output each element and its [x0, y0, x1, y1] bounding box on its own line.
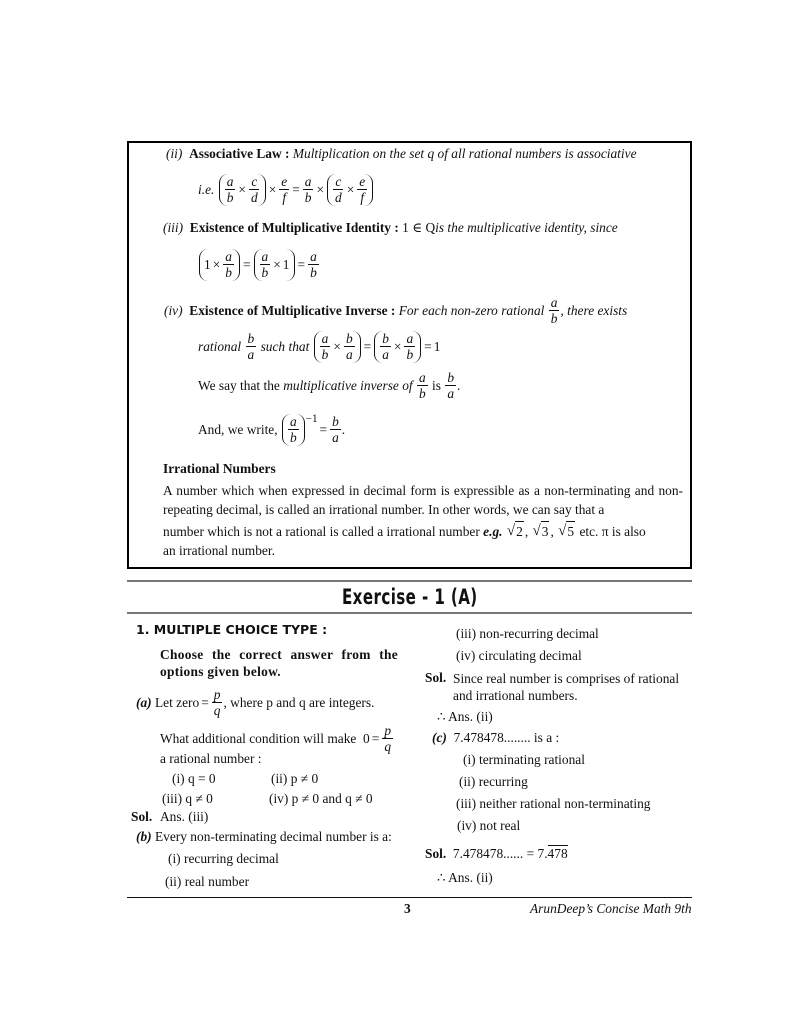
qb-option-3: (iii) non-recurring decimal — [456, 626, 599, 641]
question-a-2: What additional condition will make 0 = $\frac{p}{q}$ — [160, 723, 392, 755]
section-heading: 1. MULTIPLE CHOICE TYPE : — [136, 622, 328, 637]
is-word: is — [432, 377, 441, 393]
irrational-para-3: an irrational number. — [163, 543, 275, 558]
assoc-title: Associative Law : — [189, 146, 290, 161]
write-text: And, we write, — [198, 421, 278, 437]
qb-sol-label: Sol. — [425, 670, 447, 685]
qc-sol-text: 7.478478...... — [452, 845, 524, 861]
qa-text-post: , where p and q are integers. — [223, 694, 375, 710]
assoc-equation: i.e. $\frac{a}{b}$ × $\frac{c}{d}$ × $\frac{e}{f}$ = $\frac{a}{b}$ × $\frac{c}{d}$ × $\frac{e}{f}$ — [198, 174, 374, 206]
identity-title: Existence of Multiplicative Identity : — [189, 220, 399, 235]
qc-option-4: (iv) not real — [457, 818, 521, 833]
identity-text-pre: 1 ∈ Q — [402, 220, 436, 235]
qa-option-2: (ii) p ≠ 0 — [271, 771, 319, 786]
item-number: (ii) — [166, 146, 183, 161]
qa-option-4: (iv) p ≠ 0 and q ≠ 0 — [269, 791, 373, 806]
inverse-text: For each non-zero rational — [398, 302, 545, 318]
qc-option-3: (iii) neither rational non-terminating — [456, 796, 651, 811]
qa-option-3: (iii) q ≠ 0 — [162, 791, 213, 806]
page-number: 3 — [404, 901, 411, 916]
qb-option-4: (iv) circulating decimal — [456, 648, 582, 663]
inverse-text-after: , there exists — [560, 302, 628, 318]
question-b — [136, 829, 392, 845]
irrational-para-1: A number which when expressed in decimal form is expressible as a non-terminating and non-repeating decimal, is called an irrational number. In other words, we can say that a — [163, 483, 683, 517]
para2-text: number which is not a rational is called a irrational number — [163, 523, 480, 539]
inverse-statement: We say that the multiplicative inverse of $\frac{a}{b}$ is $\frac{b}{a}$ . — [198, 370, 461, 402]
inverse-notation: And, we write, $\frac{a}{b}$ $^{-1}$ = $\frac{b}{a}$ . — [198, 412, 346, 446]
exercise-title-bar — [127, 580, 692, 614]
book-title: ArunDeep’s Concise Math 9th — [530, 901, 692, 916]
qb-answer: ∴ Ans. (ii) — [437, 709, 493, 724]
para2-post: etc. π is also — [579, 523, 646, 539]
qa-answer: Ans. (iii) — [160, 809, 209, 824]
eg-label: e.g. — [483, 523, 503, 539]
irrational-para-2: number which is not a rational is called a irrational number e.g. √ 2 , √ 3 , √ 5 etc. π is also — [163, 523, 646, 539]
irrational-heading: Irrational Numbers — [163, 461, 276, 476]
qc-sol-label: Sol. — [425, 845, 447, 861]
qc-label: (c) — [432, 730, 447, 745]
assoc-law-line — [166, 146, 637, 162]
qc-solution — [425, 845, 568, 862]
qb-option-1: (i) recurring decimal — [168, 851, 279, 866]
item-number: (iv) — [164, 302, 183, 318]
inverse-equation: rational $\frac{b}{a}$ such that $\frac{a}{b}$ × $\frac{b}{a}$ = $\frac{b}{a}$ × $\frac{a}{b}$ = 1 — [198, 331, 441, 363]
qb-text: Every non-terminating decimal number is a: — [154, 829, 392, 844]
qb-label: (b) — [136, 829, 152, 844]
qb-option-2: (ii) real number — [165, 874, 250, 889]
inverse-line: (iv) Existence of Multiplicative Inverse : For each non-zero rational $\frac{a}{b}$ , there exists — [164, 295, 628, 327]
identity-line — [163, 220, 618, 236]
such-that-word: such that — [260, 338, 310, 354]
qa-option-1: (i) q = 0 — [172, 771, 216, 786]
question-c — [432, 730, 559, 746]
qc-sol-eq: = 7. — [526, 845, 548, 861]
qa-q2: What additional condition will make — [160, 730, 357, 746]
qc-answer: ∴ Ans. (ii) — [437, 870, 493, 885]
exercise-title: Exercise - 1 (A) — [341, 585, 478, 609]
qa-label: (a) — [136, 694, 152, 710]
item-number: (iii) — [163, 220, 184, 235]
qc-sol-repeating: 478 — [547, 846, 568, 861]
instruction: Choose the correct answer from the options given below. — [160, 647, 398, 679]
identity-text: is the multiplicative identity, since — [435, 220, 618, 235]
qc-text: 7.478478........ is a : — [453, 730, 560, 745]
qb-sol-text: Since real number is comprises of rational and irrational numbers. — [453, 671, 680, 703]
qc-option-1: (i) terminating rational — [463, 752, 585, 767]
say-text: We say that the — [198, 377, 280, 393]
inverse-title: Existence of Multiplicative Inverse : — [189, 302, 396, 318]
assoc-text: Multiplication on the set q of all rational numbers is associative — [292, 146, 637, 161]
question-a: (a) Let zero = $\frac{p}{q}$ , where p and q are integers. — [136, 687, 375, 719]
footer-rule — [127, 897, 692, 898]
qa-sol-label: Sol. — [131, 809, 153, 824]
rational-word: rational — [198, 338, 242, 354]
irrational-para — [163, 481, 683, 560]
ie-label: i.e. — [198, 181, 215, 197]
qa-text-pre: Let zero — [154, 694, 200, 710]
qc-option-2: (ii) recurring — [459, 774, 528, 789]
say-italic: multiplicative inverse of — [283, 377, 413, 393]
identity-equation: 1 × $\frac{a}{b}$ = $\frac{a}{b}$ × 1 = $\frac{a}{b}$ — [198, 249, 320, 281]
qa-q3: a rational number : — [160, 751, 262, 766]
